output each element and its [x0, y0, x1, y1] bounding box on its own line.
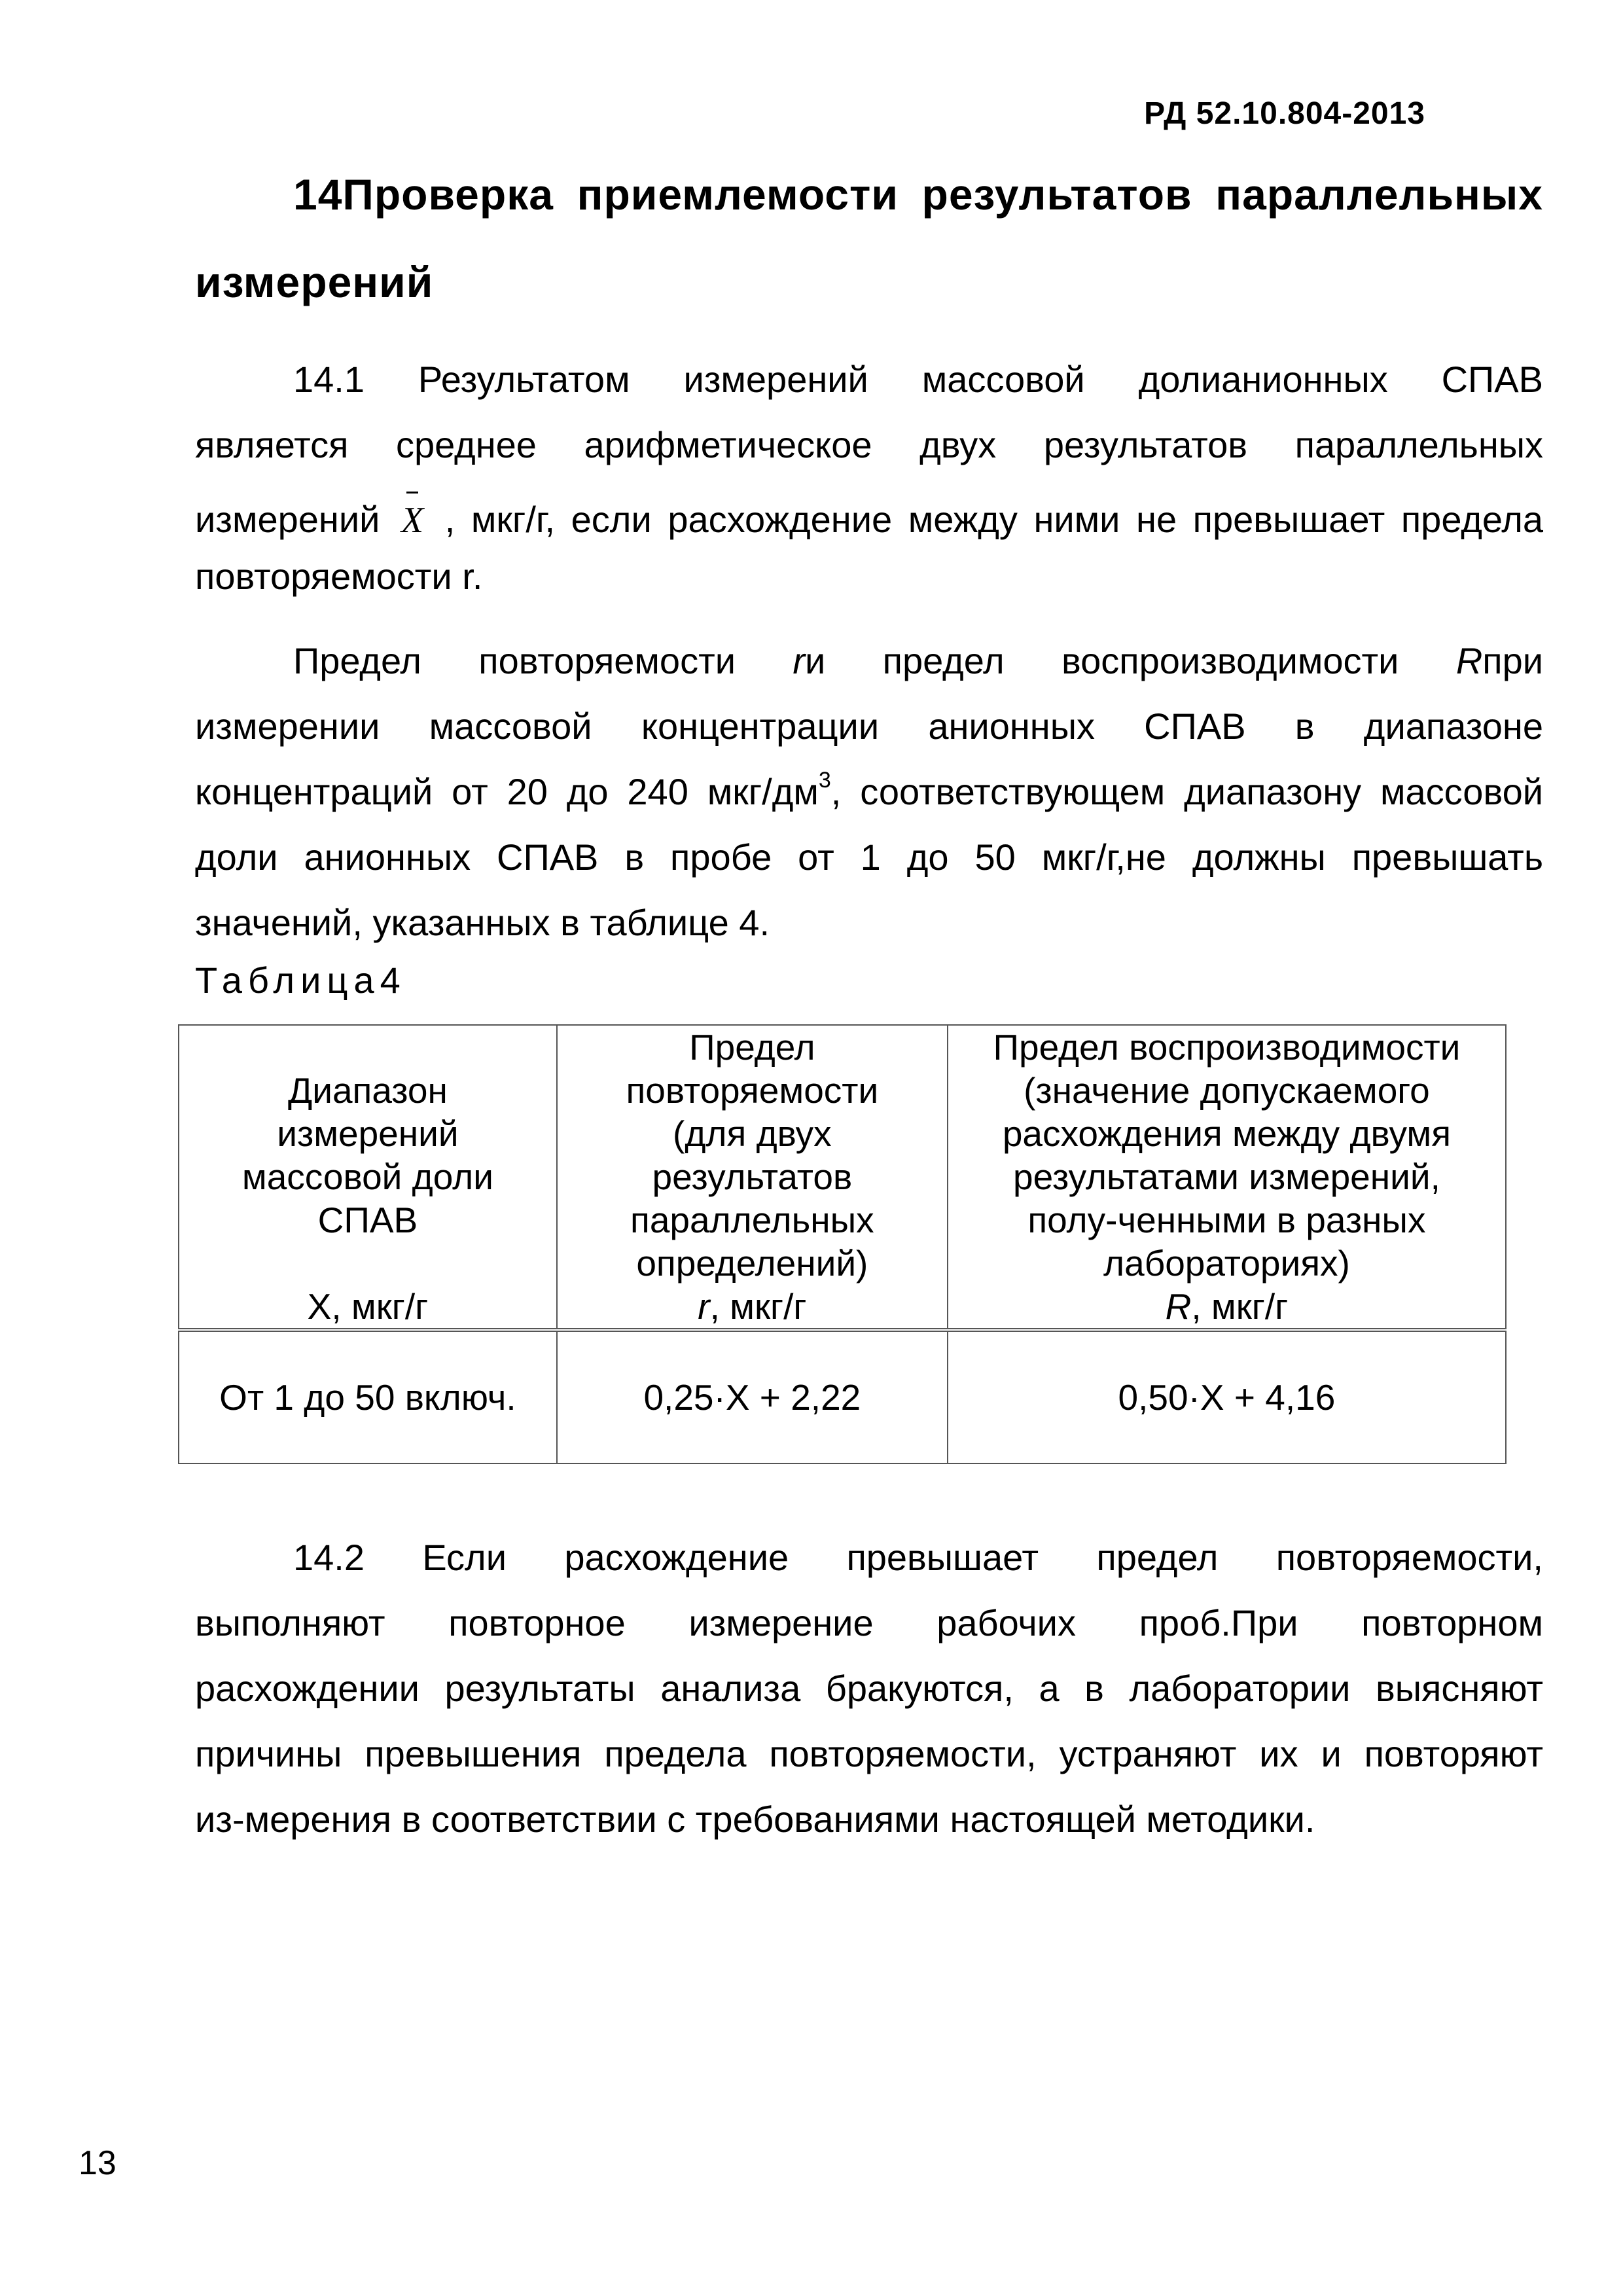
header-line: лабораториях): [1103, 1243, 1350, 1283]
text-fragment: , соответствующем диапазону массовой: [830, 771, 1543, 812]
x-mean-symbol: X: [401, 488, 423, 553]
paragraph-line: измерении массовой концентрации анионных СПАВ в диапазоне: [195, 706, 1543, 747]
header-line: полу-ченными в разных: [1027, 1200, 1426, 1240]
section-title-line-1: 14Проверка приемлемости результатов параллельных: [293, 170, 1543, 219]
paragraph-line: выполняют повторное измерение рабочих проб.При повторном: [195, 1602, 1543, 1643]
table-caption: Таблица4: [195, 960, 406, 1001]
paragraph-line: доли анионных СПАВ в пробе от 1 до 50 мкг/г,не должны превышать: [195, 836, 1543, 878]
header-line: Предел воспроизводимости: [993, 1027, 1461, 1067]
text-fragment: измерений: [195, 499, 380, 540]
paragraph-line: расхождении результаты анализа бракуются, а в лаборатории выясняют: [195, 1668, 1543, 1709]
header-unit: Х, мкг/г: [307, 1286, 429, 1327]
text-fragment: [1456, 640, 1543, 681]
unit-text: , мкг/г: [1191, 1286, 1289, 1327]
paragraph-line: 14.1 Результатом измерений массовой долианионных СПАВ: [293, 359, 1543, 400]
header-line: массовой доли: [241, 1157, 493, 1197]
table-cell: 0,25·Х + 2,22: [557, 1330, 948, 1463]
text-fragment: концентраций от 20 до 240 мкг/дм: [195, 771, 819, 812]
paragraph-14-1: [195, 347, 1543, 609]
paragraph-line: является среднее арифметическое двух результатов параллельных: [195, 424, 1543, 465]
r-symbol: r: [698, 1286, 710, 1327]
r-symbol: r: [793, 640, 806, 681]
paragraph-line: из-мерения в соответствии с требованиями настоящей методики.: [195, 1799, 1315, 1840]
header-repeatability: [557, 1025, 948, 1330]
paragraph-line: 14.2 Если расхождение превышает предел повторяемости,: [293, 1537, 1543, 1578]
text-fragment: при: [1482, 640, 1544, 681]
paragraph-line: значений, указанных в таблице 4.: [195, 902, 770, 943]
header-line: измерений: [277, 1113, 459, 1154]
header-unit: [565, 1285, 939, 1328]
paragraph-limits: [195, 628, 1543, 956]
section-title: [195, 151, 1543, 326]
text-fragment: [195, 768, 1543, 812]
text-fragment: Предел повторяемости: [293, 640, 736, 681]
paragraph-14-2: [195, 1525, 1543, 1852]
header-line: результатов: [652, 1157, 853, 1197]
header-line: расхождения между двумя: [1002, 1113, 1452, 1154]
paragraph-line: [195, 759, 1543, 825]
text-fragment: и предел воспроизводимости: [805, 640, 1399, 681]
table-row: [179, 1330, 1506, 1463]
limits-table: [178, 1024, 1507, 1464]
superscript: 3: [818, 768, 831, 793]
table-header-row: [179, 1025, 1506, 1330]
R-symbol: R: [1165, 1286, 1192, 1327]
header-line: параллельных: [630, 1200, 874, 1240]
section-title-line-2: измерений: [195, 258, 434, 306]
header-line: Диапазон: [287, 1070, 448, 1111]
header-line: Предел: [689, 1027, 815, 1067]
paragraph-line: [195, 628, 1543, 694]
text-fragment: , мкг/г, если расхождение между ними не превышает предела: [444, 499, 1544, 540]
header-unit: [956, 1285, 1497, 1328]
header-line: определений): [636, 1243, 868, 1283]
header-line: СПАВ: [317, 1200, 418, 1240]
table-cell: От 1 до 50 включ.: [179, 1330, 557, 1463]
R-symbol: R: [1455, 640, 1483, 681]
page-number: 13: [79, 2144, 116, 2182]
document-code: РД 52.10.804-2013: [1144, 96, 1425, 131]
header-reproducibility: [948, 1025, 1506, 1330]
header-line: результатами измерений,: [1013, 1157, 1440, 1197]
paragraph-line: [195, 487, 1543, 553]
table-cell: 0,50·Х + 4,16: [948, 1330, 1506, 1463]
unit-text: , мкг/г: [709, 1286, 807, 1327]
header-line: (для двух: [673, 1113, 832, 1154]
header-line: (значение допускаемого: [1024, 1070, 1430, 1111]
paragraph-line: повторяемости r.: [195, 556, 483, 597]
header-line: повторяемости: [626, 1070, 879, 1111]
text-fragment: [793, 640, 1399, 681]
header-range: [179, 1025, 557, 1330]
paragraph-line: причины превышения предела повторяемости, устраняют их и повторяют: [195, 1733, 1543, 1774]
